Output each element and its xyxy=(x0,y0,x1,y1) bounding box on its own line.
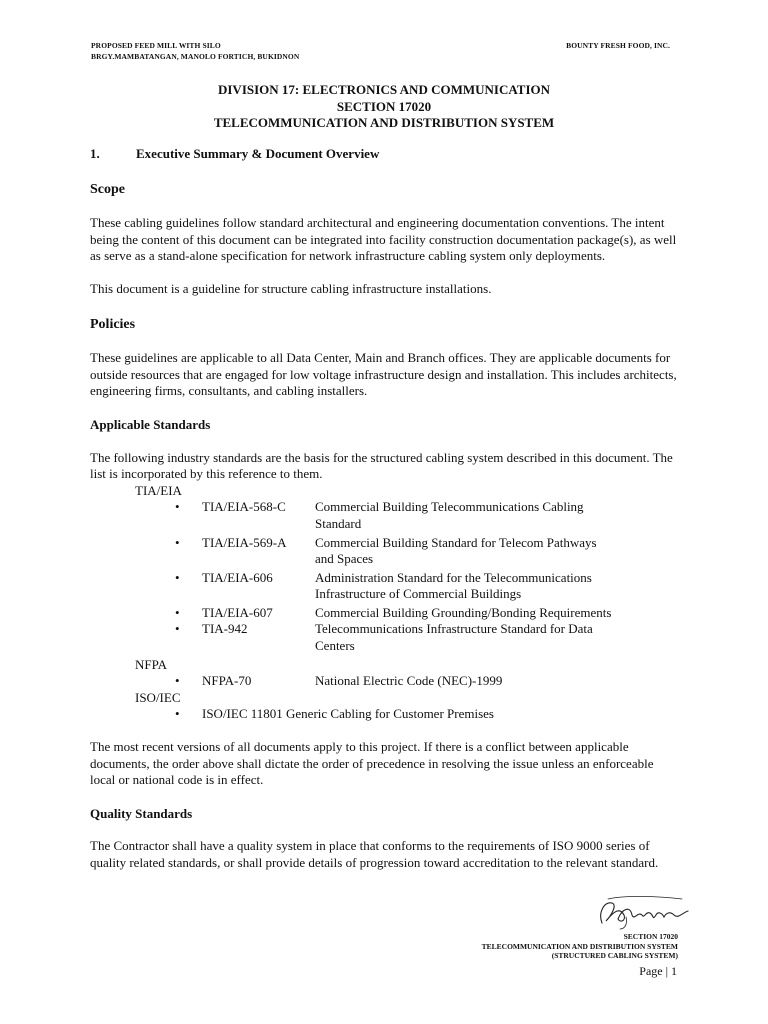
precedence-paragraph: The most recent versions of all documents apply to this project. If there is a conflict between applicable documents, the order above shall dictate the order of precedence in resolving the issue unless an enforceable local or national code is in effect. xyxy=(90,739,654,788)
standard-description: Telecommunications Infrastructure Standard for Data Centers xyxy=(315,621,593,654)
footer-subtitle: (STRUCTURED CABLING SYSTEM) xyxy=(551,951,678,960)
standard-description: Commercial Building Telecommunications Cabling Standard xyxy=(315,499,584,531)
standard-code: TIA/EIA-607 xyxy=(202,604,273,620)
bullet-marker: • xyxy=(175,604,180,620)
standard-code: TIA/EIA-569-A xyxy=(202,534,287,550)
standard-item xyxy=(90,706,680,723)
section-heading-text: Executive Summary & Document Overview xyxy=(136,146,380,161)
page-number: Page | 1 xyxy=(639,964,677,978)
header-project-line1: PROPOSED FEED MILL WITH SILO xyxy=(91,41,221,50)
bullet-marker: • xyxy=(175,569,180,585)
standard-code: TIA/EIA-568-C xyxy=(202,499,286,515)
footer-section: SECTION 17020 xyxy=(623,932,678,941)
bullet-marker: • xyxy=(175,673,180,689)
standard-item xyxy=(90,605,680,622)
footer-block xyxy=(482,932,678,961)
standards-group-label: TIA/EIA xyxy=(135,482,182,498)
standard-item xyxy=(90,535,680,568)
standards-group-label: NFPA xyxy=(135,656,168,672)
standard-description: Commercial Building Grounding/Bonding Requirements xyxy=(315,604,612,620)
bullet-marker: • xyxy=(175,499,180,515)
standard-code: NFPA-70 xyxy=(202,673,252,689)
section-number: 1. xyxy=(90,146,100,161)
scope-paragraph-2: This document is a guideline for structure cabling infrastructure installations. xyxy=(90,280,492,296)
standard-item xyxy=(90,621,680,654)
header-project-line2: BRGY.MAMBATANGAN, MANOLO FORTICH, BUKIDNON xyxy=(91,52,300,61)
bullet-marker: • xyxy=(175,621,180,637)
bullet-marker: • xyxy=(175,706,180,722)
header-project xyxy=(91,40,299,62)
title-block xyxy=(0,82,768,132)
quality-standards-heading: Quality Standards xyxy=(90,805,193,821)
division-title: DIVISION 17: ELECTRONICS AND COMMUNICATION xyxy=(217,82,550,97)
policies-heading: Policies xyxy=(90,316,136,332)
standard-code: TIA/EIA-606 xyxy=(202,569,273,585)
applicable-standards-heading: Applicable Standards xyxy=(90,416,211,432)
section-title: SECTION 17020 xyxy=(336,98,432,114)
document-body xyxy=(90,146,680,888)
standard-item xyxy=(90,673,680,690)
footer-title: TELECOMMUNICATION AND DISTRIBUTION SYSTEM xyxy=(481,941,678,951)
standard-description: Administration Standard for the Telecommunications Infrastructure of Commercial Buildings xyxy=(315,569,592,602)
scope-heading: Scope xyxy=(90,181,125,197)
applicable-standards-intro: The following industry standards are the basis for the structured cabling system described in this document. The list is incorporated by this reference to them. xyxy=(90,449,673,482)
quality-standards-paragraph: The Contractor shall have a quality system in place that conforms to the requirements of ISO 9000 series of quality related standards, or shall provide details of progression toward accreditation to the relevant standard. xyxy=(90,838,659,870)
signature-mark xyxy=(596,893,692,933)
standard-item xyxy=(90,499,680,532)
section-subtitle: TELECOMMUNICATION AND DISTRIBUTION SYSTEM xyxy=(213,115,555,130)
header-company: BOUNTY FRESH FOOD, INC. xyxy=(566,41,670,50)
standard-description: Commercial Building Standard for Telecom Pathways and Spaces xyxy=(315,534,597,567)
standard-item xyxy=(90,570,680,603)
standards-list xyxy=(90,483,680,723)
standard-code: TIA-942 xyxy=(202,621,248,637)
standard-code: ISO/IEC 11801 Generic Cabling for Customer Premises xyxy=(202,706,494,722)
scope-paragraph-1: These cabling guidelines follow standard architectural and engineering documentation conventions. The intent being the content of this document can be integrated into facility construction documentation package(s), as well as serve as a stand-alone specification for network infrastructure cabling system only deployments. xyxy=(90,215,677,264)
standards-group-label: ISO/IEC xyxy=(135,689,181,705)
section-heading xyxy=(90,146,680,163)
policies-paragraph: These guidelines are applicable to all Data Center, Main and Branch offices. They are applicable documents for outside resources that are engaged for low voltage infrastructure design and installation. This includes architects, engineering firms, consultants, and cabling installers. xyxy=(90,350,677,399)
bullet-marker: • xyxy=(175,534,180,550)
standard-description: National Electric Code (NEC)-1999 xyxy=(315,673,503,689)
